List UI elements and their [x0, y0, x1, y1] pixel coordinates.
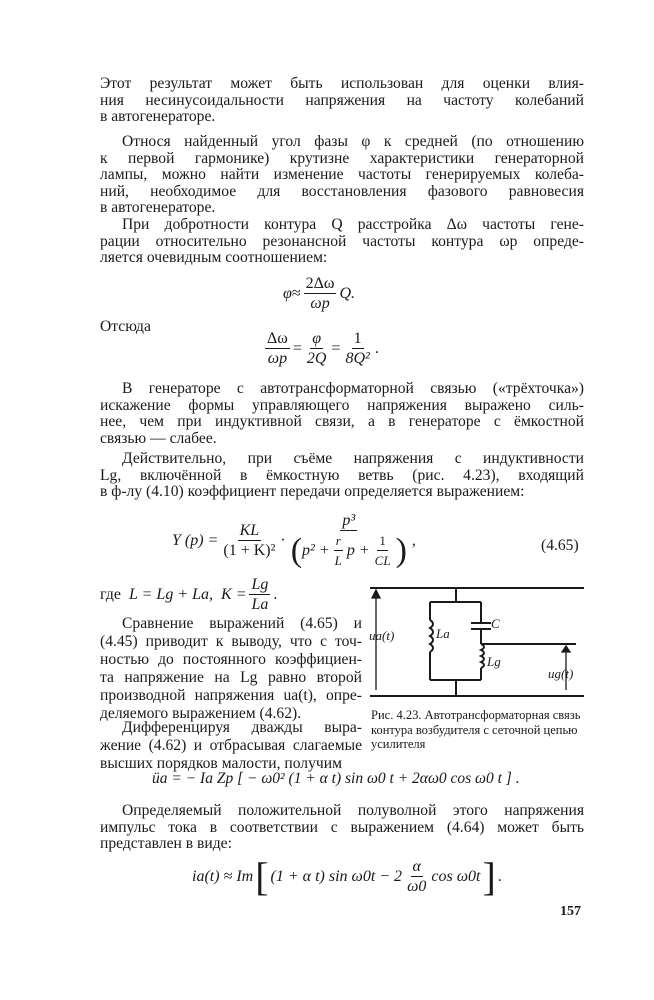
- line: лампы, можно найти изменение частоты генерируемых колеба-: [100, 166, 584, 183]
- line: деляемого выражением (4.62).: [100, 705, 302, 722]
- arrow-up-icon: [372, 590, 380, 598]
- eq-fraction: [265, 330, 290, 367]
- line: ний, необходимое для восстановления фазового равновесия: [100, 182, 584, 200]
- eq-denominator: ω0: [407, 878, 427, 895]
- eq-symbol: ≈: [291, 284, 301, 302]
- eq-symbol: .: [374, 339, 379, 357]
- line: Дифференцируя дважды выра-: [122, 719, 362, 736]
- eq-paren: (: [290, 531, 303, 569]
- eq-denominator: La: [251, 596, 269, 613]
- paragraph-4: [100, 381, 584, 447]
- equation-ratio: [262, 330, 379, 367]
- line: искажение формы управляющего напряжения выражено силь-: [100, 396, 584, 414]
- eq-denominator: CL: [374, 553, 391, 568]
- eq-denominator: [289, 531, 409, 569]
- inductor-lg-icon: [481, 644, 484, 668]
- figure-caption: Рис. 4.23. Автотрансформаторная связь контура возбудителя с сеточной цепью усилителя: [371, 708, 581, 751]
- eq-numerator: 1: [377, 532, 388, 551]
- paragraph-5: [100, 451, 584, 501]
- eq-fraction: [373, 532, 393, 569]
- line: высших порядков малости, получим: [100, 755, 342, 772]
- page-number: 157: [560, 904, 581, 919]
- eq-symbol: Y (p) =: [172, 531, 219, 549]
- paragraph-6: [100, 615, 362, 723]
- eq-symbol: cos ω0t: [431, 867, 481, 885]
- eq-numerator: Δω: [267, 330, 288, 347]
- eq-symbol: φ: [283, 284, 292, 302]
- eq-symbol: K =: [221, 585, 247, 603]
- line: ния несинусоидальности напряжения на частоту колебаний: [100, 91, 584, 109]
- eq-symbol: ia(t) ≈ Im: [192, 867, 254, 885]
- line: жение (4.62) и отбрасывая слагаемые: [100, 737, 362, 754]
- eq-symbol: .: [497, 867, 502, 885]
- eq-symbol: (1 + α t) sin ω0t − 2: [270, 867, 403, 885]
- eq-symbol: Q.: [339, 284, 356, 302]
- eq-numerator: α: [412, 858, 421, 875]
- eq-paren: ): [395, 531, 407, 569]
- eq-fraction: [249, 576, 270, 613]
- eq-denominator: (1 + K)²: [223, 542, 276, 559]
- label-ua: ua(t): [369, 628, 395, 643]
- eq-symbol: p² +: [302, 542, 330, 559]
- eq-fraction: [221, 522, 277, 559]
- eq-fraction: [343, 330, 371, 367]
- inductor-la-icon: [430, 620, 433, 652]
- eq-symbol: =: [292, 339, 302, 357]
- label-c: C: [491, 616, 500, 631]
- eq-fraction: [289, 512, 409, 569]
- eq-symbol: L = Lg + La,: [129, 585, 214, 603]
- line: та напряжение на Lg равно второй: [100, 669, 362, 686]
- paragraph-7: [100, 719, 362, 773]
- line: (4.45) приводит к выводу, что с точ-: [100, 633, 362, 650]
- label-otsyuda: Отсюда: [100, 318, 151, 335]
- eq-word: где: [100, 585, 122, 603]
- equation-current-pulse: [192, 853, 502, 899]
- line: связью — слабее.: [100, 429, 217, 447]
- eq-denominator: 8Q²: [345, 350, 370, 367]
- eq-symbol: =: [331, 339, 341, 357]
- line: ляется очевидным соотношением:: [100, 249, 328, 266]
- label-lg: Lg: [487, 654, 501, 669]
- equation-4-65: [172, 512, 416, 569]
- line: При добротности контура Q расстройка Δω частоты гене-: [122, 216, 584, 233]
- eq-fraction: [405, 858, 428, 895]
- eq-symbol: .: [273, 585, 278, 603]
- line: рации относительно резонансной частоты контура ωp опреде-: [100, 232, 584, 250]
- equation-phi: [283, 275, 355, 312]
- eq-fraction: [333, 532, 344, 569]
- eq-denominator: ωp: [310, 295, 330, 312]
- eq-denominator: L: [334, 553, 342, 568]
- eq-bracket: [: [255, 853, 269, 899]
- circuit-figure-4-23: [366, 580, 588, 702]
- line: В генераторе с автотрансформаторной связью («трёхточка»): [122, 380, 584, 397]
- line: ностью до постоянного коэффициен-: [100, 651, 362, 668]
- line: Lg, включённой в ёмкостную ветвь (рис. 4.23), входящий: [100, 466, 584, 484]
- line: в автогенераторе.: [100, 199, 216, 216]
- line: в ф-лу (4.10) коэффициент передачи определяется выражением:: [100, 483, 525, 500]
- eq-numerator: 2Δω: [305, 275, 335, 292]
- eq-numerator: Lg: [251, 576, 269, 593]
- paragraph-2: [100, 134, 584, 217]
- eq-numerator: r: [334, 532, 343, 551]
- equation-where: [100, 576, 277, 613]
- paragraph-3: [100, 217, 584, 267]
- eq-fraction: [304, 275, 337, 312]
- line: производной напряжения ua(t), опре-: [100, 687, 362, 704]
- label-la: La: [436, 626, 450, 641]
- line: к первой гармонике) крутизне характеристики генераторной: [100, 149, 584, 167]
- line: нее, чем при индуктивной связи, а в генераторе с ёмкостной: [100, 413, 584, 430]
- line: Этот результат может быть использован для оценки влия-: [100, 75, 584, 92]
- eq-symbol: ·: [280, 531, 286, 549]
- line: Сравнение выражений (4.65) и: [122, 615, 362, 632]
- equation-number: (4.65): [541, 537, 579, 554]
- line: Действительно, при съёме напряжения с индуктивности: [122, 450, 584, 467]
- line: Относя найденный угол фазы φ к средней (по отношению: [122, 133, 584, 150]
- line: в автогенераторе.: [100, 108, 216, 125]
- label-ug: ug(t): [548, 666, 574, 681]
- paragraph-8: [100, 803, 584, 853]
- line: представлен в виде:: [100, 835, 232, 852]
- arrow-up-icon: [562, 646, 570, 652]
- line: Определяемый положительной полуволной этого напряжения: [122, 802, 584, 819]
- equation-ua-second-derivative: üa = − Ia Zp [ − ω0² (1 + α t) sin ω0 t + 2αω0 cos ω0 t ] .: [152, 770, 520, 787]
- eq-bracket: ]: [482, 853, 496, 899]
- eq-symbol: ,: [411, 531, 416, 549]
- eq-symbol: p +: [346, 542, 370, 559]
- eq-numerator: p³: [342, 512, 356, 529]
- line: импульс тока в соответствии с выражением (4.64) может быть: [100, 818, 584, 836]
- eq-denominator: ωp: [267, 350, 288, 367]
- eq-numerator: KL: [239, 522, 260, 539]
- paragraph-1: [100, 76, 584, 126]
- eq-fraction: [305, 330, 329, 367]
- eq-numerator: φ: [312, 330, 322, 347]
- eq-numerator: 1: [353, 330, 362, 347]
- eq-denominator: 2Q: [306, 350, 327, 367]
